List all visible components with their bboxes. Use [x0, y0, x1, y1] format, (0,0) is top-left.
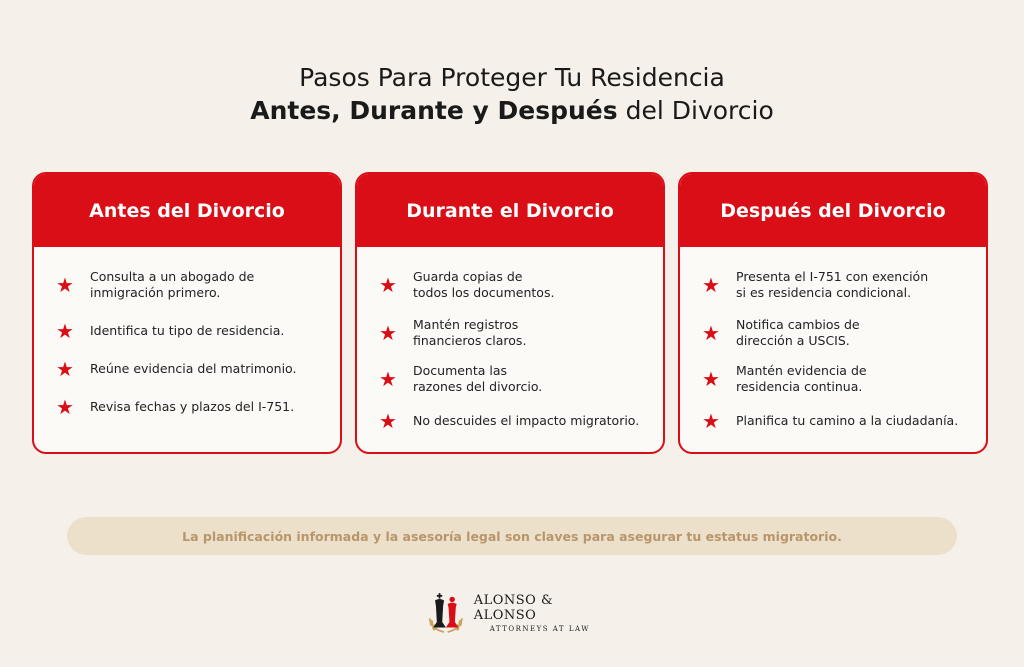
list-item	[700, 363, 970, 395]
logo-text	[474, 593, 606, 633]
star-icon: ★	[56, 273, 74, 297]
list-item	[377, 363, 647, 395]
list-item	[700, 269, 970, 301]
star-icon: ★	[56, 319, 74, 343]
star-icon: ★	[379, 409, 397, 433]
card-durante	[355, 172, 665, 454]
item-text: Mantén registros financieros claros.	[413, 317, 527, 348]
card-header: Antes del Divorcio	[34, 174, 340, 247]
item-text: Reúne evidencia del matrimonio.	[90, 361, 297, 376]
star-icon: ★	[379, 367, 397, 391]
firm-logo	[426, 588, 606, 638]
card-despues	[678, 172, 988, 454]
item-text: Identifica tu tipo de residencia.	[90, 323, 285, 338]
list-item	[700, 317, 970, 349]
list-item	[54, 359, 324, 379]
list-item	[377, 269, 647, 301]
list-item	[377, 317, 647, 349]
list-item	[377, 411, 647, 431]
summary-banner: La planificación informada y la asesoría legal son claves para asegurar tu estatus migratorio.	[67, 517, 957, 555]
title-bold: Antes, Durante y Después	[250, 96, 618, 125]
item-text: Notifica cambios de dirección a USCIS.	[736, 317, 860, 348]
star-icon: ★	[702, 367, 720, 391]
logo-subtitle: ATTORNEYS AT LAW	[489, 625, 590, 633]
cards-container	[32, 172, 992, 456]
card-header: Durante el Divorcio	[357, 174, 663, 247]
star-icon: ★	[379, 273, 397, 297]
chess-pieces-logo-icon	[426, 589, 466, 637]
star-icon: ★	[702, 321, 720, 345]
list-item	[54, 397, 324, 417]
item-text: Consulta a un abogado de inmigración primero.	[90, 269, 255, 300]
page-title	[0, 62, 1024, 128]
list-item	[700, 411, 970, 431]
star-icon: ★	[56, 357, 74, 381]
title-line-2	[0, 94, 1024, 128]
item-text: Presenta el I-751 con exención si es residencia condicional.	[736, 269, 929, 300]
item-text: Revisa fechas y plazos del I-751.	[90, 399, 295, 414]
item-text: Guarda copias de todos los documentos.	[413, 269, 555, 300]
title-rest: del Divorcio	[617, 96, 774, 125]
star-icon: ★	[56, 395, 74, 419]
item-text: No descuides el impacto migratorio.	[413, 413, 640, 428]
star-icon: ★	[702, 409, 720, 433]
card-antes	[32, 172, 342, 454]
star-icon: ★	[702, 273, 720, 297]
card-header: Después del Divorcio	[680, 174, 986, 247]
item-text: Planifica tu camino a la ciudadanía.	[736, 413, 959, 428]
star-icon: ★	[379, 321, 397, 345]
list-item	[54, 321, 324, 341]
item-text: Mantén evidencia de residencia continua.	[736, 363, 867, 394]
logo-name: ALONSO & ALONSO	[473, 593, 554, 623]
list-item	[54, 269, 324, 301]
title-line-1: Pasos Para Proteger Tu Residencia	[299, 63, 725, 92]
item-text: Documenta las razones del divorcio.	[413, 363, 543, 394]
